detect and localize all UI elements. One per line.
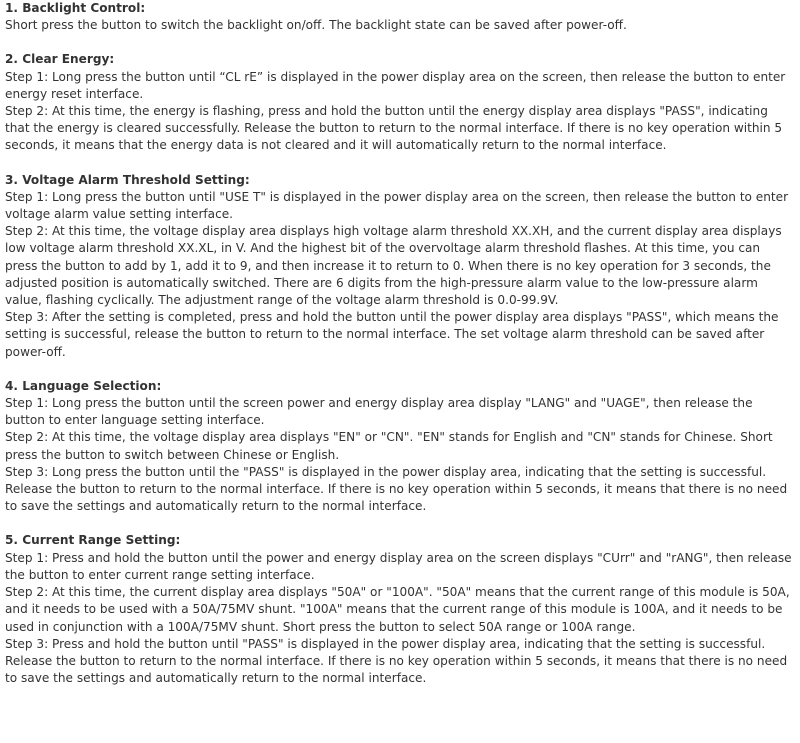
section-paragraph: Step 2: At this time, the energy is flashing, press and hold the button until the energy display area displays "PASS", indicating that the energy is cleared successfully. Release the button to return to the normal interface. If there is no key operation within 5 seconds, it means that the energy data is not cleared and it will automatically return to the normal interface. — [5, 104, 783, 153]
section-title: 4. Language Selection: — [5, 378, 162, 393]
section-paragraph: Step 3: After the setting is completed, press and hold the button until the power display area displays "PASS", which means the setting is successful, release the button to return to the normal interface. The set voltage alarm threshold can be saved after power-off. — [5, 310, 779, 359]
section-clear-energy — [5, 51, 795, 154]
section-title: 5. Current Range Setting: — [5, 533, 181, 548]
section-paragraph: Step 1: Long press the button until “CL rE” is displayed in the power display area on the screen, then release the button to enter energy reset interface. — [5, 69, 786, 101]
section-paragraph: Step 1: Press and hold the button until the power and energy display area on the screen displays "CUrr" and "rANG", then release the button to enter current range setting interface. — [5, 550, 792, 582]
section-paragraph: Step 3: Press and hold the button until "PASS" is displayed in the power display area, indicating that the setting is successful. Release the button to return to the normal interface. If there is no key operation within 5 seconds, it means that there is no need to save the settings and automatically return to the normal interface. — [5, 636, 788, 686]
section-title: 1. Backlight Control: — [5, 1, 146, 15]
section-backlight-control — [5, 0, 795, 34]
section-paragraph: Step 2: At this time, the voltage display area displays "EN" or "CN". "EN" stands for English and "CN" stands for Chinese. Short press the button to switch between Chinese or English. — [5, 430, 773, 462]
section-paragraph: Step 2: At this time, the voltage display area displays high voltage alarm threshold XX.XH, and the current display area displays low voltage alarm threshold XX.XL, in V. And the highest bit of the overvoltage alarm threshold flashes. At this time, you can press the button to add by 1, add it to 9, and then increase it to return to 0. When there is no key operation for 3 seconds, the adjusted position is automatically switched. There are 6 digits from the high-pressure alarm value to the low-pressure alarm value, flashing cyclically. The adjustment range of the voltage alarm threshold is 0.0-99.9V. — [5, 224, 782, 308]
section-paragraph: Step 1: Long press the button until "USE T" is displayed in the power display area on the screen, then release the button to enter voltage alarm value setting interface. — [5, 189, 789, 222]
section-paragraph: Step 1: Long press the button until the screen power and energy display area display "LANG" and "UAGE", then release the button to enter language setting interface. — [5, 396, 753, 428]
section-paragraph: Step 2: At this time, the current display area displays "50A" or "100A". "50A" means that the current range of this module is 50A, and it needs to be used with a 50A/75MV shunt. "100A" means that the current range of this module is 100A, and it needs to be used in conjunction with a 100A/75MV shunt. Short press the button to select 50A range or 100A range. — [5, 585, 790, 634]
section-title: 3. Voltage Alarm Threshold Setting: — [5, 172, 250, 187]
section-paragraph: Short press the button to switch the backlight on/off. The backlight state can be saved after power-off. — [5, 18, 627, 33]
section-current-range-setting — [5, 532, 795, 687]
section-voltage-alarm-threshold — [5, 172, 795, 361]
section-paragraph: Step 3: Long press the button until the "PASS" is displayed in the power display area, indicating that the setting is successful. Release the button to return to the normal interface. If there is no key operation within 5 seconds, it means that there is no need to save the settings and automatically return to the normal interface. — [5, 464, 788, 514]
section-language-selection — [5, 378, 795, 516]
section-title: 2. Clear Energy: — [5, 52, 115, 67]
